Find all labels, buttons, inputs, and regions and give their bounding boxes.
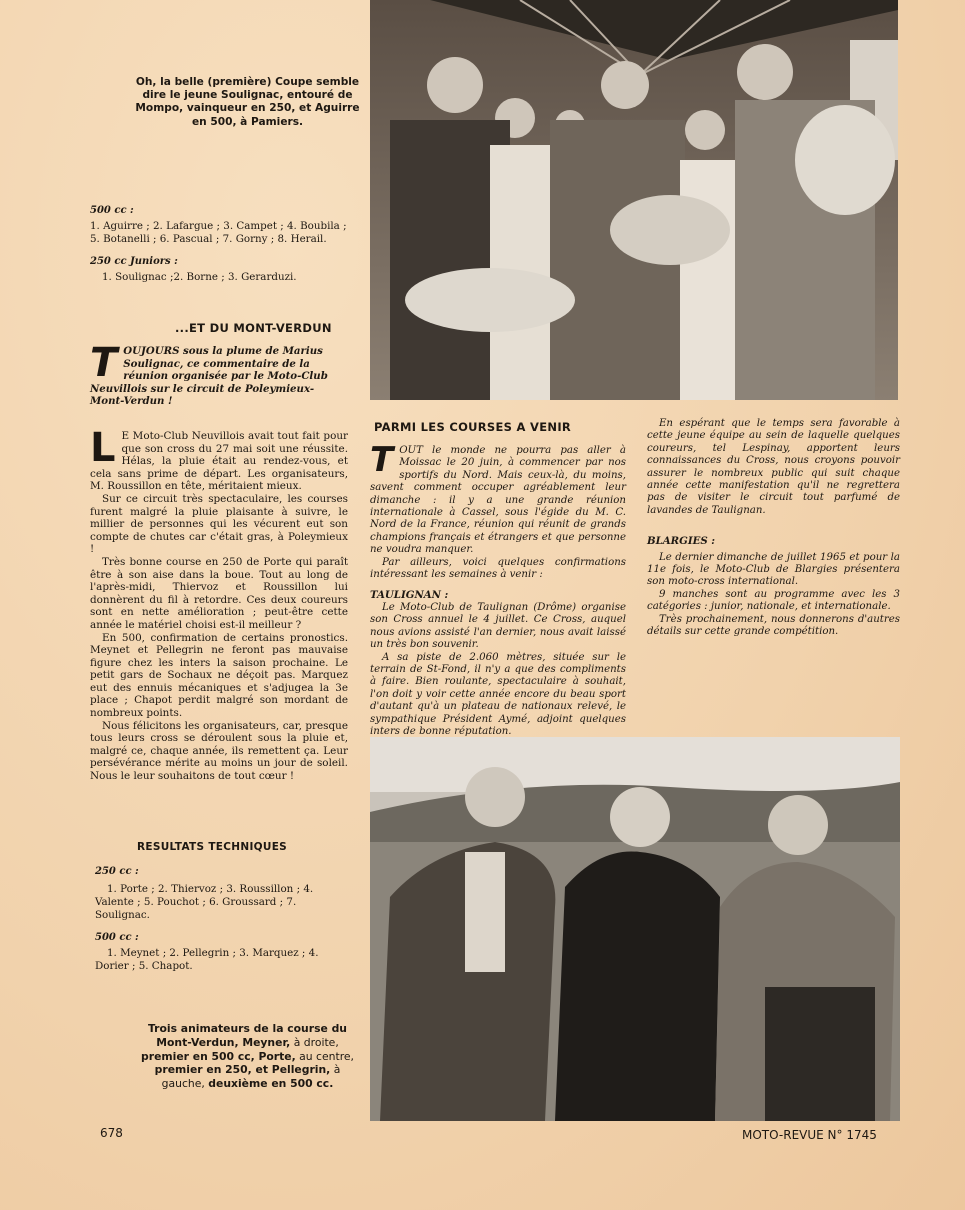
intro-text: OUJOURS sous la plume de Marius Soulignac, ce commentaire de la réunion organisée par le Moto-Club Neuvillois sur le circuit de Poleymieux-Mont-Verdun !: [90, 345, 328, 408]
result-list: 1. Aguirre ; 2. Lafargue ; 3. Campet ; 4. Boubila ; 5. Botanelli ; 6. Pascual ; 7. Gorny ; 8. Herail.: [90, 220, 347, 245]
top-photo: [370, 0, 898, 400]
drop-cap: T: [370, 440, 394, 480]
article-column-1: [90, 425, 348, 783]
caption-text: à droite,: [290, 1035, 339, 1049]
bottom-photo-caption: [140, 1022, 355, 1091]
subheading: BLARGIES :: [647, 535, 716, 548]
caption-text: premier en 500 cc, Porte,: [141, 1049, 296, 1063]
mont-verdun-results: [95, 866, 353, 973]
section-heading: PARMI LES COURSES A VENIR: [374, 420, 572, 434]
article-column-3: [647, 418, 900, 639]
caption-text: au centre,: [295, 1049, 354, 1063]
paragraph: Nous félicitons les organisateurs, car, presque tous leurs cross se déroulent sous la pluie et, malgré ce, chaque année, ils remettent ça. Leur persévérance mérite au moins un jour de soleil. Nous le leur souhaitons de tout cœur !: [90, 719, 348, 783]
drop-cap: L: [90, 425, 116, 471]
paragraph: Le dernier dimanche de juillet 1965 et pour la 11e fois, le Moto-Club de Blargies présentera son moto-cross international.: [647, 551, 900, 588]
paragraph: 9 manches sont au programme avec les 3 catégories : junior, nationale, et internationale.: [647, 588, 900, 613]
paragraph: Par ailleurs, voici quelques confirmations intéressant les semaines à venir :: [370, 556, 626, 581]
paragraph: A sa piste de 2.060 mètres, située sur le terrain de St-Fond, il n'y a que des compliments à faire. Bien roulante, spectaculaire à souhait, l'on doit y voir cette année encore du beau sport d'autant qu'à un plateau de nationaux relevé, le sympathique Président Aymé, adjoint quelques inters de bonne réputation.: [370, 651, 626, 737]
bottom-photo: [370, 737, 900, 1121]
result-category-label: 250 cc Juniors :: [90, 256, 178, 267]
result-category-label: 250 cc :: [95, 866, 139, 877]
caption-text: à gauche,: [161, 1063, 341, 1091]
drop-cap: T: [90, 340, 118, 386]
result-list: 1. Porte ; 2. Thiervoz ; 3. Roussillon ; 4. Valente ; 5. Pouchot ; 6. Groussard ; 7. Soulignac.: [95, 883, 314, 921]
caption-text: premier en 250, et Pellegrin,: [154, 1063, 331, 1077]
paragraph: Sur ce circuit très spectaculaire, les courses furent malgré la pluie plaisante à suivre, le millier de personnes qui les vécurent eut son compte de chutes car c'était gras, à Poleymieux !: [90, 492, 348, 556]
intro-paragraph: [90, 340, 345, 408]
result-list: 1. Soulignac ;2. Borne ; 3. Gerarduzi.: [102, 271, 297, 283]
caption-text: Trois animateurs de la course du Mont-Verdun, Meyner,: [147, 1022, 347, 1049]
paragraph: En espérant que le temps sera favorable à cette jeune équipe au sein de laquelle quelques coureurs, tel Lespinay, apportent leurs connaissances du Cross, nous croyons pouvoir assurer le nombreux public qui suit chaque année cette manifestation qu'il ne regrettera pas de visiter le circuit tout parfumé de lavandes de Taulignan.: [647, 418, 900, 516]
paragraph: Le Moto-Club de Taulignan (Drôme) organise son Cross annuel le 4 juillet. Ce Cross, auquel nous avions assisté l'an dernier, nous avait laissé un très bon souvenir.: [370, 601, 626, 651]
paragraph: Très prochainement, nous donnerons d'autres détails sur cette grande compétition.: [647, 613, 900, 638]
caption-text: deuxième en 500 cc.: [208, 1077, 334, 1091]
article-column-2: [370, 440, 626, 738]
paragraph: En 500, confirmation de certains pronostics. Meynet et Pellegrin ne feront pas mauvaise figure chez les inters la saison prochaine. Le petit gars de Sochaux ne déçoit pas. Marquez eut des ennuis mécaniques et s'adjugea la 3e place ; Chapot perdit malgré son mordant de nombreux points.: [90, 631, 348, 720]
paragraph: OUT le monde ne pourra pas aller à Moissac le 20 juin, à commencer par nos sportifs du Nord. Mais ceux-là, du moins, savent comment occuper agréablement leur dimanche : il y a une grande réunion internationale à Cassel, sous l'égide du M. C. Nord de la France, réunion qui réunit de grands champions français et étrangers et que personne ne voudra manquer.: [370, 445, 626, 556]
magazine-issue: MOTO-REVUE N° 1745: [742, 1128, 877, 1142]
paragraph: E Moto-Club Neuvillois avait tout fait pour que son cross du 27 mai soit une réussite. Hélas, la pluie était au rendez-vous, et cela sans prime de départ. Les organisateurs, M. Roussillon en tête, méritaient mieux.: [90, 430, 348, 493]
subheading: TAULIGNAN :: [370, 589, 449, 602]
result-list: 1. Meynet ; 2. Pellegrin ; 3. Marquez ; 4. Dorier ; 5. Chapot.: [95, 947, 319, 972]
pamiers-results: [90, 205, 352, 284]
results-heading: RESULTATS TECHNIQUES: [137, 841, 288, 853]
page-number: 678: [100, 1126, 123, 1140]
result-category-label: 500 cc :: [90, 205, 134, 216]
paragraph: Très bonne course en 250 de Porte qui paraît être à son aise dans la boue. Tout au long de l'après-midi, Thiervoz et Roussillon lui donnèrent du fil à retordre. Ces deux coureurs sont en nette amélioration ; peut-être cette année le matériel choisi est-il meilleur ?: [90, 555, 348, 631]
section-heading: ...ET DU MONT-VERDUN: [175, 321, 332, 335]
top-photo-caption: Oh, la belle (première) Coupe semble dire le jeune Soulignac, entouré de Mompo, vainqueur en 250, et Aguirre en 500, à Pamiers.: [135, 76, 360, 128]
result-category-label: 500 cc :: [95, 932, 139, 943]
